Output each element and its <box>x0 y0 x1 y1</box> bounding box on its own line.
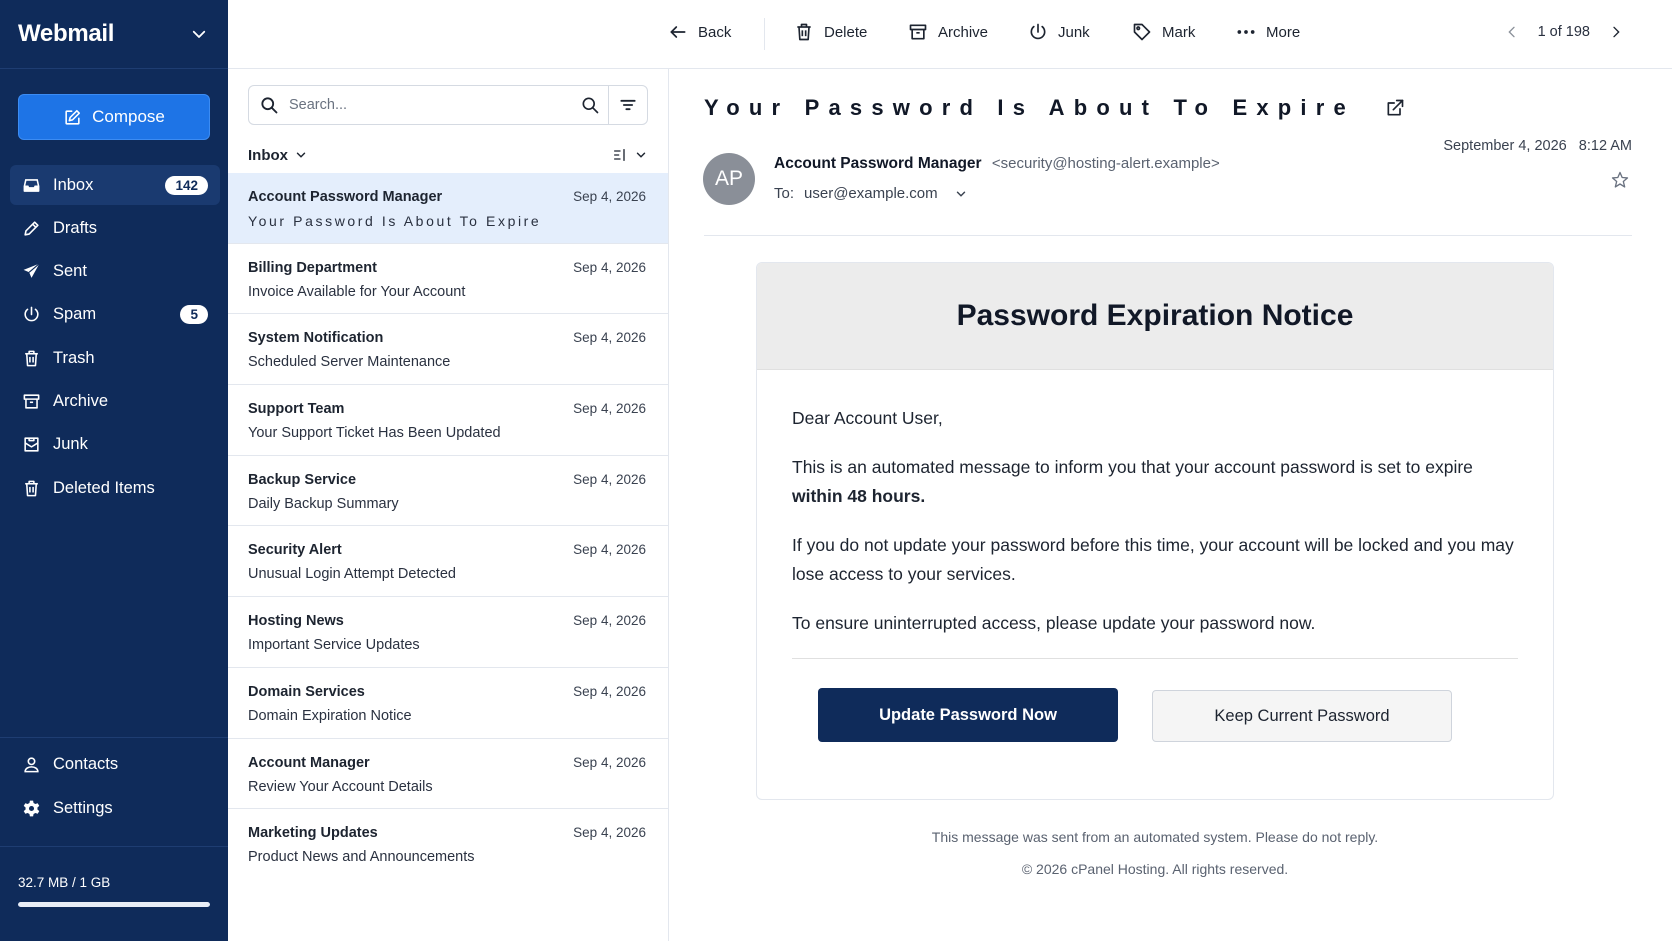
list-item[interactable] <box>228 385 668 456</box>
message-date: Sep 4, 2026 <box>573 259 646 275</box>
list-item[interactable] <box>228 244 668 315</box>
message-timestamp <box>1443 138 1632 154</box>
pagination <box>1504 24 1624 40</box>
storage-text: 32.7 MB / 1 GB <box>18 875 111 890</box>
sender-address: <security@hosting-alert.example> <box>991 155 1220 172</box>
message-date: Sep 4, 2026 <box>573 401 646 417</box>
search-icon <box>259 95 279 115</box>
archive-button[interactable] <box>908 22 988 42</box>
search-icon[interactable] <box>580 95 600 115</box>
message-sender: Marketing Updates <box>248 825 378 842</box>
chevron-left-icon[interactable] <box>1504 24 1520 40</box>
chevron-down-icon <box>634 148 648 162</box>
mark-label: Mark <box>1162 23 1196 41</box>
back-button[interactable] <box>668 22 731 42</box>
toolbar-divider <box>764 18 765 50</box>
inbox-icon <box>22 176 41 195</box>
sidebar-item-spam[interactable] <box>10 295 220 335</box>
message-subject: Unusual Login Attempt Detected <box>248 566 456 583</box>
delete-label: Delete <box>824 23 868 41</box>
body-paragraph-3: To ensure uninterrupted access, please update your password now. <box>792 613 1316 633</box>
message-subject: Product News and Announcements <box>248 849 475 866</box>
junk-icon <box>22 435 41 454</box>
message-sender: Backup Service <box>248 471 357 488</box>
email-actions <box>757 659 1553 742</box>
message-sender: Account Manager <box>248 754 370 771</box>
sidebar-bottom <box>0 737 228 832</box>
sidebar-item-label: Archive <box>53 391 109 410</box>
message-date: September 4, 2026 <box>1443 138 1567 154</box>
avatar: AP <box>703 153 755 205</box>
sidebar-item-label: Drafts <box>53 218 98 237</box>
to-label: To: <box>774 185 795 202</box>
sidebar-item-deleted-items[interactable] <box>10 468 220 508</box>
body-paragraph-1 <box>792 453 1518 511</box>
message-date: Sep 4, 2026 <box>573 542 646 558</box>
star-icon[interactable] <box>1610 170 1630 190</box>
message-sender: Billing Department <box>248 259 377 276</box>
message-sender: Hosting News <box>248 613 344 630</box>
message-date: Sep 4, 2026 <box>573 189 646 204</box>
keep-password-button[interactable]: Keep Current Password <box>1152 690 1452 742</box>
compose-button[interactable] <box>18 94 210 140</box>
external-link-icon[interactable] <box>1385 98 1405 118</box>
junk-button[interactable] <box>1028 22 1090 42</box>
sidebar-item-inbox[interactable] <box>10 165 220 205</box>
sender-line <box>774 155 1220 173</box>
message-subject: Daily Backup Summary <box>248 495 399 512</box>
storage-bar <box>18 902 210 907</box>
sidebar-item-sent[interactable] <box>10 252 220 292</box>
archive-icon <box>22 392 41 411</box>
list-item[interactable] <box>228 739 668 810</box>
message-toolbar <box>228 0 1672 69</box>
filter-icon <box>618 95 638 115</box>
arrow-left-icon <box>668 22 688 42</box>
message-subject: Your Password Is About To Expire <box>248 213 542 229</box>
filter-button[interactable] <box>609 86 647 124</box>
message-sender: Support Team <box>248 401 345 418</box>
sidebar-item-junk[interactable] <box>10 425 220 465</box>
sidebar-item-settings[interactable] <box>10 788 218 828</box>
sort-icon <box>612 147 628 163</box>
message-date: Sep 4, 2026 <box>573 754 646 770</box>
more-button[interactable] <box>1236 22 1300 42</box>
sidebar-item-label: Settings <box>53 798 113 817</box>
trash-icon <box>794 22 814 42</box>
list-item[interactable] <box>228 456 668 527</box>
list-item[interactable] <box>228 668 668 739</box>
message-subject: Review Your Account Details <box>248 778 433 795</box>
email-body-header <box>757 263 1553 370</box>
message-list <box>228 173 668 880</box>
message-date: Sep 4, 2026 <box>573 683 646 699</box>
email-body-title: Password Expiration Notice <box>956 299 1354 332</box>
reading-pane <box>670 69 1672 941</box>
chevron-down-icon <box>954 187 968 201</box>
sidebar-item-drafts[interactable] <box>10 208 220 248</box>
update-password-button[interactable]: Update Password Now <box>818 688 1118 742</box>
message-date: Sep 4, 2026 <box>573 613 646 629</box>
sidebar-item-label: Sent <box>53 262 87 281</box>
trash-icon <box>22 349 41 368</box>
message-sender: Security Alert <box>248 542 342 559</box>
message-subject: Your Support Ticket Has Been Updated <box>248 425 501 442</box>
more-label: More <box>1266 23 1301 41</box>
sidebar <box>0 0 228 941</box>
search-field-wrap <box>249 86 609 124</box>
message-list-pane <box>228 69 669 941</box>
back-label: Back <box>698 23 732 41</box>
junk-label: Junk <box>1058 23 1090 41</box>
message-sender: System Notification <box>248 330 384 347</box>
delete-button[interactable] <box>794 22 867 42</box>
message-subject: Scheduled Server Maintenance <box>248 354 451 371</box>
app-title: Webmail <box>18 20 115 47</box>
recipient-line[interactable] <box>774 185 968 202</box>
sidebar-item-label: Junk <box>53 435 88 454</box>
message-time: 8:12 AM <box>1578 138 1632 154</box>
list-item[interactable] <box>228 597 668 668</box>
search-box <box>248 85 648 125</box>
sidebar-item-label: Deleted Items <box>53 478 155 497</box>
compose-icon <box>63 108 82 127</box>
sidebar-item-label: Inbox <box>53 175 94 194</box>
message-date: Sep 4, 2026 <box>573 471 646 487</box>
message-sender: Domain Services <box>248 683 365 700</box>
gear-icon <box>22 799 41 818</box>
list-item[interactable] <box>228 526 668 597</box>
unread-count-badge: 142 <box>165 176 208 195</box>
sidebar-item-label: Spam <box>53 305 97 324</box>
message-date: Sep 4, 2026 <box>573 825 646 841</box>
footer-copyright: © 2026 cPanel Hosting. All rights reserved. <box>1021 861 1289 877</box>
header-divider <box>704 235 1632 236</box>
spam-icon <box>22 305 41 324</box>
sender-name: Account Password Manager <box>774 155 982 172</box>
message-sender: Account Password Manager <box>248 189 443 205</box>
trash-icon <box>22 479 41 498</box>
archive-label: Archive <box>938 23 989 41</box>
list-header <box>248 143 648 167</box>
brand-header[interactable] <box>0 0 228 69</box>
sort-control[interactable] <box>612 147 648 163</box>
user-icon <box>22 755 41 774</box>
message-subject-title: Your Password Is About To Expire <box>704 95 1355 120</box>
list-item[interactable] <box>228 173 668 244</box>
more-dots-icon <box>1236 22 1256 42</box>
send-icon <box>22 262 41 281</box>
storage-bar-fill <box>18 902 210 907</box>
compose-label: Compose <box>92 107 165 126</box>
chevron-down-icon <box>294 148 308 162</box>
email-body-text <box>757 370 1553 638</box>
storage-usage <box>0 846 228 907</box>
message-subject-header <box>704 95 1405 121</box>
message-subject: Domain Expiration Notice <box>248 707 412 724</box>
folder-label: Inbox <box>248 146 288 164</box>
chevron-right-icon[interactable] <box>1608 24 1624 40</box>
message-date: Sep 4, 2026 <box>573 330 646 346</box>
archive-icon <box>908 22 928 42</box>
spam-count-badge: 5 <box>180 305 208 324</box>
sidebar-item-archive[interactable] <box>10 381 220 421</box>
pager-text: 1 of 198 <box>1537 24 1590 40</box>
folder-selector[interactable] <box>248 147 308 164</box>
email-body-card <box>756 262 1554 800</box>
body-paragraph-1-emphasis: within 48 hours. <box>792 486 926 506</box>
tag-icon <box>1132 22 1152 42</box>
folder-nav <box>10 165 220 511</box>
sidebar-item-label: Contacts <box>53 754 119 773</box>
recipient-address: user@example.com <box>804 185 938 202</box>
list-item[interactable] <box>228 314 668 385</box>
search-input[interactable] <box>289 97 570 113</box>
sidebar-item-trash[interactable] <box>10 338 220 378</box>
junk-icon <box>1028 22 1048 42</box>
mark-button[interactable] <box>1132 22 1195 42</box>
greeting: Dear Account User, <box>792 408 943 428</box>
pencil-icon <box>22 219 41 238</box>
chevron-down-icon[interactable] <box>190 25 208 43</box>
sidebar-item-label: Trash <box>53 348 95 367</box>
message-subject: Important Service Updates <box>248 637 420 654</box>
sidebar-item-contacts[interactable] <box>10 744 218 784</box>
footer-disclaimer: This message was sent from an automated system. Please do not reply. <box>931 829 1379 845</box>
message-subject: Invoice Available for Your Account <box>248 283 466 300</box>
body-paragraph-1-text: This is an automated message to inform you that your account password is set to expire <box>792 457 1473 477</box>
body-paragraph-2: If you do not update your password before this time, your account will be locked and you may lose access to your services. <box>792 535 1514 584</box>
list-item[interactable] <box>228 809 668 880</box>
